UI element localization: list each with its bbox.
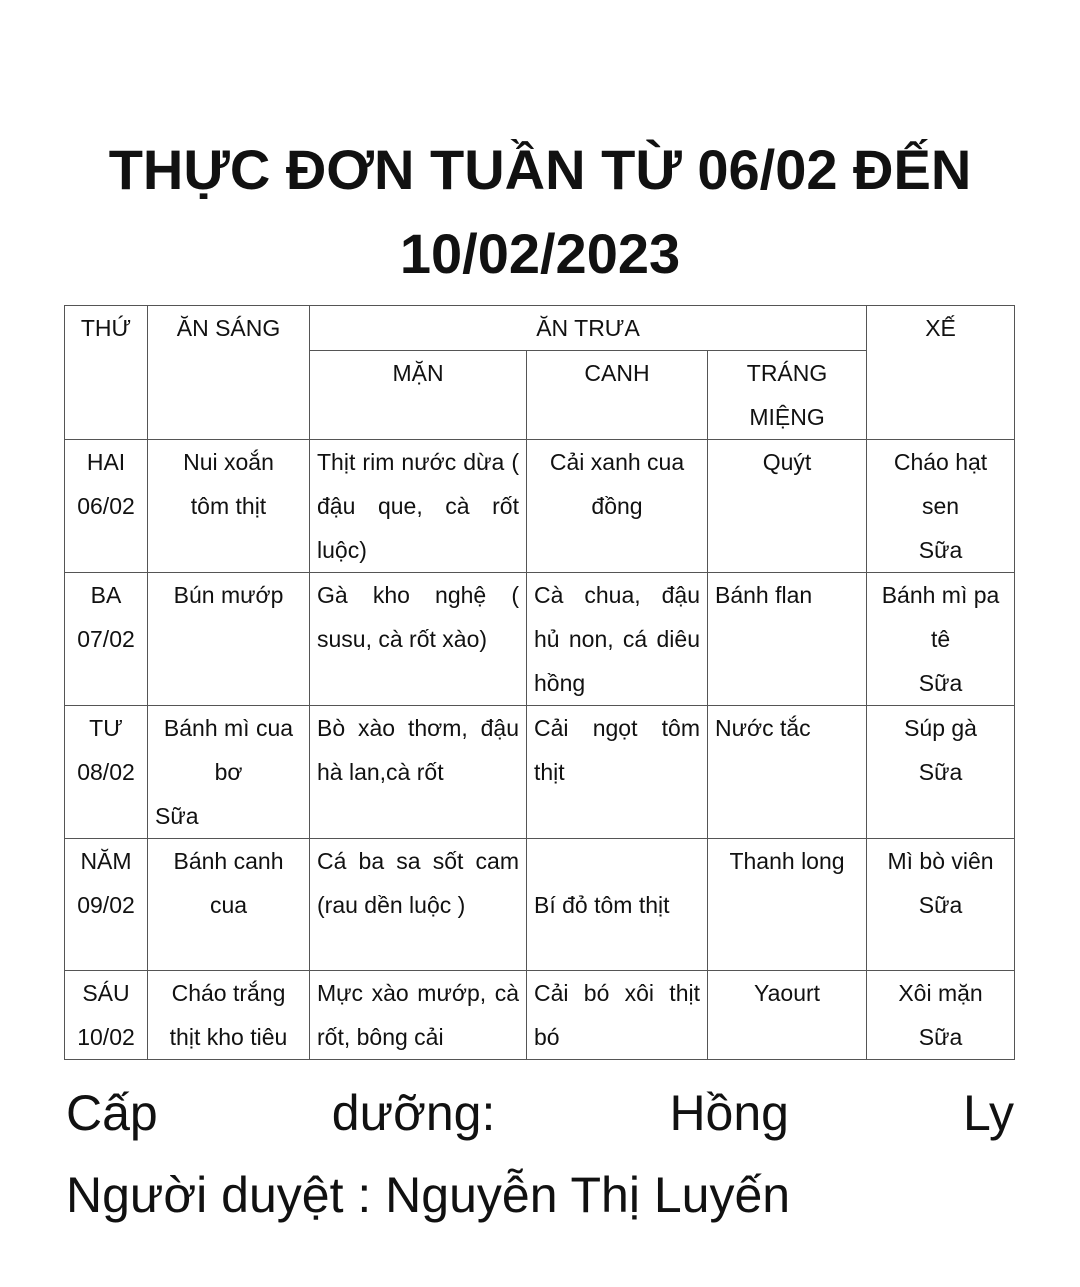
cap-duong-word: Hồng — [669, 1085, 789, 1141]
cell-trang-mieng: Bánh flan — [708, 573, 867, 706]
cell-an-sang — [148, 440, 310, 573]
canh-line: đồng — [591, 493, 643, 519]
page-title — [40, 128, 1040, 296]
title-line-2: 10/02/2023 — [399, 222, 681, 285]
canh-line: Cải xanh cua — [549, 449, 685, 475]
cell-trang-mieng: Yaourt — [708, 971, 867, 1060]
xe-line: Sữa — [918, 892, 963, 918]
header-trang-mieng-line-2: MIỆNG — [749, 404, 825, 430]
cell-thu — [65, 706, 148, 839]
header-trang-mieng — [708, 351, 867, 440]
day-name: TƯ — [89, 715, 123, 741]
cell-thu — [65, 573, 148, 706]
cell-trang-mieng: Nước tắc — [708, 706, 867, 839]
xe-line: Mì bò viên — [887, 848, 994, 874]
nguoi-duyet-line: Người duyệt : Nguyễn Thị Luyến — [66, 1167, 791, 1223]
cell-canh: Cải ngọt tôm thịt — [527, 706, 708, 839]
cell-thu — [65, 971, 148, 1060]
xe-line: Xôi mặn — [898, 980, 983, 1006]
table-row — [65, 706, 1015, 839]
cell-xe — [867, 971, 1015, 1060]
cell-xe — [867, 839, 1015, 971]
cell-thu — [65, 440, 148, 573]
cell-an-sang — [148, 573, 310, 706]
cell-trang-mieng: Thanh long — [708, 839, 867, 971]
cell-an-sang — [148, 706, 310, 839]
day-name: BA — [90, 582, 122, 608]
xe-line: Cháo hạt — [893, 449, 988, 475]
day-date: 09/02 — [77, 892, 135, 918]
an-sang-line: Cháo trắng — [171, 980, 286, 1006]
cell-man: Mực xào mướp, cà rốt, bông cải — [310, 971, 527, 1060]
day-date: 10/02 — [77, 1024, 135, 1050]
cell-man: Bò xào thơm, đậu hà lan,cà rốt — [310, 706, 527, 839]
xe-line: Sữa — [918, 1024, 963, 1050]
cell-xe — [867, 706, 1015, 839]
header-trang-mieng-line-1: TRÁNG — [746, 360, 828, 386]
cell-an-sang — [148, 839, 310, 971]
cell-xe — [867, 573, 1015, 706]
header-man: MẶN — [310, 351, 527, 440]
cell-an-sang — [148, 971, 310, 1060]
cap-duong-line — [66, 1072, 1014, 1154]
cell-man: Gà kho nghệ ( susu, cà rốt xào) — [310, 573, 527, 706]
an-sang-line: Nui xoắn — [183, 449, 274, 475]
an-sang-line: bơ — [214, 759, 243, 785]
cell-canh: Cà chua, đậu hủ non, cá diêu hồng — [527, 573, 708, 706]
an-sang-line: thịt kho tiêu — [169, 1024, 288, 1050]
cell-thu — [65, 839, 148, 971]
header-xe: XẾ — [867, 306, 1015, 440]
xe-line: tê — [930, 626, 951, 652]
table-row — [65, 573, 1015, 706]
day-name: SÁU — [82, 980, 130, 1006]
day-name: HAI — [86, 449, 126, 475]
day-date: 08/02 — [77, 759, 135, 785]
header-an-sang: ĂN SÁNG — [148, 306, 310, 440]
an-sang-line: cua — [209, 892, 248, 918]
cell-man: Thịt rim nước dừa ( đậu que, cà rốt luộc) — [310, 440, 527, 573]
table-row — [65, 440, 1015, 573]
cap-duong-word: Ly — [963, 1085, 1014, 1141]
xe-line: Bánh mì pa — [881, 582, 1000, 608]
an-sang-line: tôm thịt — [190, 493, 267, 519]
cell-canh: Cải bó xôi thịt bó — [527, 971, 708, 1060]
day-date: 07/02 — [77, 626, 135, 652]
an-sang-line: Bánh mì cua — [163, 715, 294, 741]
xe-line: Súp gà — [904, 715, 977, 741]
an-sang-line: Bánh canh — [173, 848, 284, 874]
table-row — [65, 839, 1015, 971]
cell-xe — [867, 440, 1015, 573]
xe-line: Sữa — [918, 759, 963, 785]
xe-line: sen — [921, 493, 960, 519]
xe-line: Sữa — [918, 670, 963, 696]
day-date: 06/02 — [77, 493, 135, 519]
day-name: NĂM — [80, 848, 132, 874]
header-thu: THỨ — [65, 306, 148, 440]
xe-line: Sữa — [918, 537, 963, 563]
cap-duong-word: dưỡng: — [331, 1085, 496, 1141]
an-sang-line: Bún mướp — [173, 582, 284, 608]
cell-trang-mieng: Quýt — [708, 440, 867, 573]
an-sang-line: Sữa — [155, 803, 199, 829]
cap-duong-word: Cấp — [66, 1085, 158, 1141]
title-line-1: THỰC ĐƠN TUẦN TỪ 06/02 ĐẾN — [108, 138, 972, 201]
table-row — [65, 971, 1015, 1060]
weekly-menu-table — [64, 305, 1015, 1060]
header-an-trua: ĂN TRƯA — [310, 306, 867, 351]
cell-man: Cá ba sa sốt cam (rau dền luộc ) — [310, 839, 527, 971]
cell-canh: Bí đỏ tôm thịt — [527, 839, 708, 971]
header-canh: CANH — [527, 351, 708, 440]
cell-canh — [527, 440, 708, 573]
